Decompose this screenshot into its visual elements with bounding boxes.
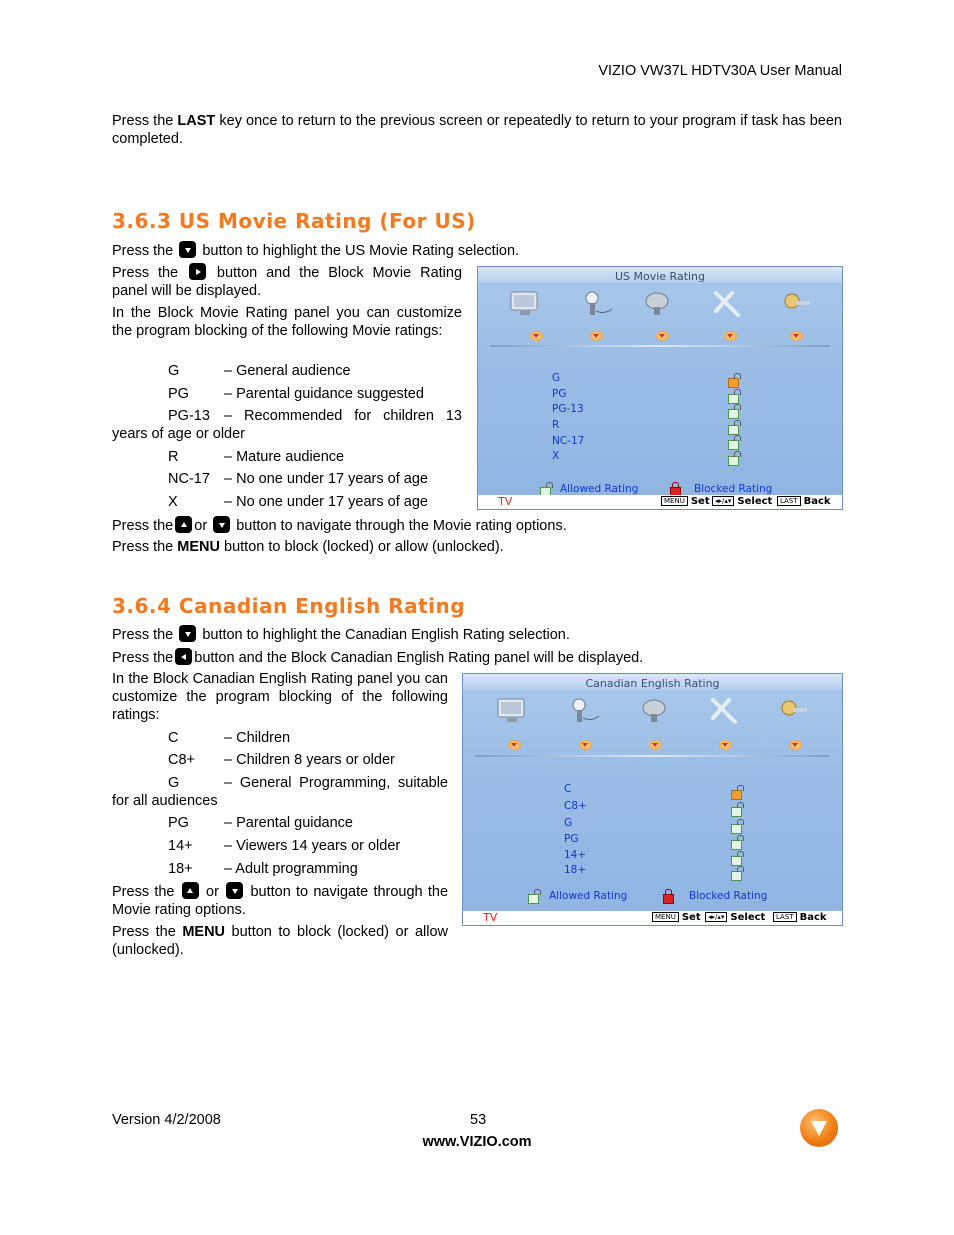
screen-rating-item[interactable]: 18+ [564,864,587,876]
intro-paragraph: Press the LAST key once to return to the previous screen or repeatedly to return to your program if task has been completed. [112,113,843,147]
chevron-down-icon [508,740,521,750]
ca-rating-row: 18+ – Adult programming [168,861,358,877]
satellite-dish-icon [565,696,603,726]
screen-rating-item[interactable]: 14+ [564,849,587,861]
unlock-icon[interactable] [728,456,739,466]
chevron-down-icon [789,740,802,750]
arrow-keys-icon: ◂▸/▴▾ [705,912,727,922]
us-instruction-navigate: Press the or button to navigate through the Movie rating options. [112,518,567,534]
unlock-icon[interactable] [731,807,742,817]
page-number: 53 [470,1112,487,1128]
unlock-icon[interactable] [731,871,742,881]
unlock-icon[interactable] [728,409,739,419]
source-label: TV [483,911,498,924]
allowed-legend-icon [528,894,539,904]
footer-url[interactable]: www.VIZIO.com [422,1134,532,1150]
us-rating-row: PG-13 – Recommended for children 13 years of age or older [112,408,462,442]
unlock-icon[interactable] [728,425,739,435]
us-rating-row: X – No one under 17 years of age [168,494,428,510]
screen-title: US Movie Rating [614,270,706,283]
source-label: TV [498,495,513,508]
chevron-down-icon [724,331,737,341]
wrench-icon [705,696,743,726]
down-arrow-button-icon [226,882,243,899]
left-arrow-button-icon [175,648,192,665]
screen-rating-item[interactable]: G [552,372,561,384]
screen-rating-item[interactable]: X [552,450,560,462]
ca-rating-row: G – General Programming, suitable for all audiences [112,775,448,809]
us-instruction-menu: Press the MENU button to block (locked) or allow (unlocked). [112,539,504,555]
last-key-label: LAST [177,113,216,129]
us-panel-description: In the Block Movie Rating panel you can customize the program blocking of the following Movie ratings: [112,305,462,339]
screen-rating-item[interactable]: PG-13 [552,403,584,415]
menu-key-label: MENU [182,924,226,940]
chevron-down-icon [790,331,803,341]
screen-rating-item[interactable]: G [564,817,573,829]
ca-instruction-highlight: Press the button to highlight the Canadian English Rating selection. [112,627,570,643]
screen-rating-item[interactable]: PG [552,388,567,400]
screen-title: Canadian English Rating [585,677,720,690]
key-lock-icon [775,696,813,726]
ca-rating-row: C – Children [168,730,291,746]
ca-rating-row: C8+ – Children 8 years or older [168,752,395,768]
screen-hint-bar: TV MENU Set ◂▸/▴▾ Select LAST Back [478,495,842,509]
chevron-down-icon [530,331,543,341]
unlock-icon[interactable] [728,440,739,450]
wrench-icon [708,289,746,319]
chevron-down-icon [719,740,732,750]
legend-allowed: Allowed Rating [560,483,639,495]
menu-key-label: MENU [177,539,220,555]
unlock-icon[interactable] [731,856,742,866]
ca-instruction-navigate: Press the or button to navigate through the Movie rating options. [112,884,449,918]
us-rating-row: G – General audience [168,363,351,379]
unlock-icon[interactable] [731,824,742,834]
down-arrow-button-icon [179,625,196,642]
up-arrow-button-icon [182,882,199,899]
right-arrow-button-icon [189,263,206,280]
us-instruction-display: Press the button and the Block Movie Rating panel will be displayed. [112,265,463,299]
lock-icon[interactable] [731,790,742,800]
legend-blocked: Blocked Rating [694,483,773,495]
chevron-down-icon [590,331,603,341]
vizio-logo-icon [800,1109,838,1147]
lock-icon[interactable] [728,378,739,388]
tv-monitor-icon [493,696,531,726]
ca-instruction-display: Press the button and the Block Canadian English Rating panel will be displayed. [112,650,644,666]
screen-rating-item[interactable]: C8+ [564,800,587,812]
unlock-icon[interactable] [728,394,739,404]
manual-title: VIZIO VW37L HDTV30A User Manual [598,63,842,79]
satellite-dish-icon [578,289,616,319]
us-movie-rating-screen [477,266,843,510]
screen-rating-item[interactable]: PG [564,833,579,845]
canadian-english-rating-screen [462,673,843,926]
down-arrow-button-icon [179,241,196,258]
up-arrow-button-icon [175,516,192,533]
us-rating-row: NC-17 – No one under 17 years of age [168,471,428,487]
ca-rating-row: PG – Parental guidance [168,815,353,831]
chevron-down-icon [656,331,669,341]
chevron-down-icon [579,740,592,750]
ca-instruction-menu: Press the MENU button to block (locked) or allow (unlocked). [112,924,449,958]
antenna-icon [638,289,676,319]
blocked-legend-icon [663,894,674,904]
tv-monitor-icon [506,289,544,319]
ca-rating-row: 14+ – Viewers 14 years or older [168,838,401,854]
screen-rating-item[interactable]: C [564,783,572,795]
legend-allowed: Allowed Rating [549,890,628,902]
down-arrow-button-icon [213,516,230,533]
legend-blocked: Blocked Rating [689,890,768,902]
footer-version: Version 4/2/2008 [112,1112,221,1128]
unlock-icon[interactable] [731,840,742,850]
us-instruction-highlight: Press the button to highlight the US Movie Rating selection. [112,243,520,259]
screen-rating-item[interactable]: NC-17 [552,435,585,447]
ca-panel-description: In the Block Canadian English Rating panel you can customize the program blocking of the following ratings: [112,671,448,723]
screen-rating-item[interactable]: R [552,419,560,431]
chevron-down-icon [649,740,662,750]
key-lock-icon [778,289,816,319]
section-heading-canadian-english: 3.6.4 Canadian English Rating [112,594,466,618]
screen-hint-bar: TV MENU Set ◂▸/▴▾ Select LAST Back [463,911,842,925]
us-rating-row: PG – Parental guidance suggested [168,386,424,402]
us-rating-row: R – Mature audience [168,449,345,465]
antenna-icon [635,696,673,726]
arrow-keys-icon: ◂▸/▴▾ [712,496,734,506]
section-heading-us-movie: 3.6.3 US Movie Rating (For US) [112,209,476,233]
